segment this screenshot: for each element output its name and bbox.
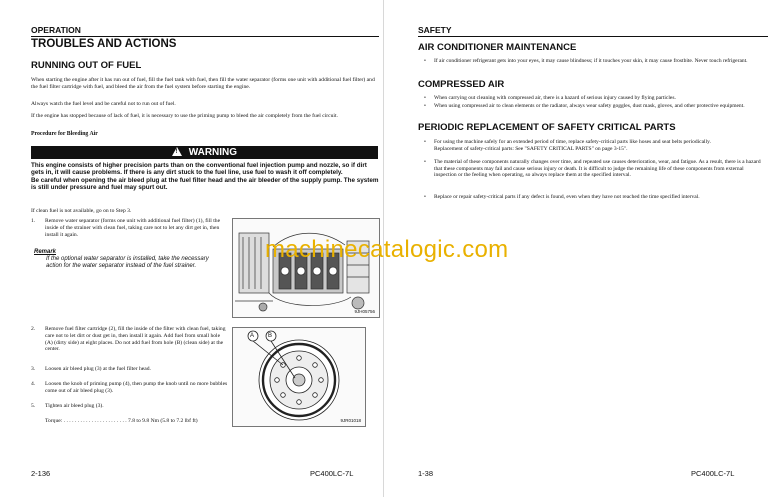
- watermark-text: machinecatalogic.com: [265, 236, 509, 263]
- page-number: 2-136: [31, 469, 51, 478]
- bullet-text: When carrying out cleaning with compressed air, there is a hazard of serious injury caused by flying particles.: [434, 95, 676, 101]
- bullet-text: For using the machine safely for an extended period of time, replace safety-critical parts like hoses and seat belts periodically. Replacement of safety-critical parts: See "SAFETY CRITICAL PARTS" on page 3-15".: [434, 139, 711, 152]
- remark-heading: Remark: [34, 249, 57, 255]
- figure-code: 9JH05756: [354, 309, 375, 314]
- step-2: [31, 326, 227, 360]
- step-1: [31, 218, 227, 248]
- bullet-dot-icon: •: [424, 95, 426, 101]
- figure-filter-cartridge: [232, 327, 366, 427]
- section-header: OPERATION: [31, 25, 379, 37]
- heading-compressed-air: COMPRESSED AIR: [418, 79, 505, 90]
- step-5: [31, 403, 227, 411]
- filter-illustration: [233, 328, 365, 426]
- paragraph-2: Always watch the fuel level and be careful not to run out of fuel.: [31, 101, 176, 107]
- warning-label: WARNING: [188, 147, 238, 158]
- bullet-text: If air conditioner refrigerant gets into your eyes, it may cause blindness; if it touches your skin, it may cause frostbite. Never touch refrigerant.: [434, 58, 748, 64]
- figure-water-separator: [232, 218, 380, 318]
- procedure-heading: Procedure for Bleeding Air: [31, 131, 98, 137]
- remark-text: If the optional water separator is installed, take the necessary action for the water separator instead of the fuel strainer.: [46, 256, 209, 269]
- bullet-dot-icon: •: [424, 194, 426, 200]
- step-number: 5.: [31, 403, 36, 409]
- bullet-dot-icon: •: [424, 58, 426, 64]
- torque-spec: Torque: . . . . . . . . . . . . . . . . . . . . . . . 7.8 to 9.8 Nm (5.8 to 7.2 lbf ft): [45, 418, 198, 424]
- bullet-dot-icon: •: [424, 103, 426, 109]
- page-title: TROUBLES AND ACTIONS: [31, 38, 177, 50]
- step-3: [31, 366, 227, 374]
- bullet-dot-icon: •: [424, 159, 426, 165]
- label-b: B: [268, 333, 273, 339]
- step-4: [31, 381, 227, 397]
- step-number: 1.: [31, 218, 36, 224]
- model-name: PC400LC-7L: [310, 469, 354, 478]
- paragraph-3: If the engine has stopped because of lack of fuel, it is necessary to use the priming pump to bleed the air completely from the fuel circuit.: [31, 113, 338, 119]
- model-name: PC400LC-7L: [691, 469, 735, 478]
- bullet-dot-icon: •: [424, 139, 426, 145]
- engine-illustration: [233, 219, 379, 317]
- heading-air-conditioner: AIR CONDITIONER MAINTENANCE: [418, 42, 577, 53]
- warning-text: This engine consists of higher precision parts than on the conventional fuel injection pump and nozzle, so if dirt gets in, it will cause problems. If there is any dirt stuck to the fuel line, use fuel to wash it off completely. Be careful when opening the air bleed plug at the fuel filter head and the air bleeder of the supply pump. The system is still under pressure and fuel may spurt out.: [31, 162, 379, 192]
- label-a: A: [250, 333, 255, 339]
- section-subtitle: RUNNING OUT OF FUEL: [31, 60, 142, 71]
- bullet-text: Replace or repair safety-critical parts if any defect is found, even when they have not reached the time specified interval.: [434, 194, 700, 200]
- warning-triangle-icon: !: [172, 147, 182, 156]
- paragraph-1: When starting the engine after it has run out of fuel, fill the fuel tank with fuel, then fill the water separator (forms one unit with additional fuel filter) and the fuel filter cartridge with fuel, and bleed the air from the fuel system before starting the engine.: [31, 77, 375, 90]
- heading-periodic-replacement: PERIODIC REPLACEMENT OF SAFETY CRITICAL PARTS: [418, 122, 676, 133]
- step-number: 4.: [31, 381, 36, 387]
- step-text: Loosen the knob of priming pump (4), then pump the knob until no more bubbles come out of air bleed plug (3).: [45, 381, 228, 394]
- bullet-text: The material of these components naturally changes over time, and repeated use causes deterioration, wear, and fatigue. As a result, there is a hazard that these components may fail and cause serious injury or death. It is difficult to judge the remaining life of these components from external inspection or the feeling when operating, so always replace them at the specified interval.: [434, 159, 761, 179]
- step-number: 2.: [31, 326, 36, 332]
- bullet-text: When using compressed air to clean elements or the radiator, always wear safety goggles, dust mask, gloves, and other protective equipment.: [434, 103, 745, 109]
- warning-banner: [31, 146, 378, 159]
- clean-fuel-note: If clean fuel is not available, go on to Step 3.: [31, 208, 132, 214]
- section-header: SAFETY: [418, 25, 768, 37]
- step-number: 3.: [31, 366, 36, 372]
- step-text: Tighten air bleed plug (3).: [45, 403, 104, 409]
- figure-code: 9JR01018: [340, 418, 361, 423]
- step-text: Loosen air bleed plug (3) at the fuel filter head.: [45, 366, 151, 372]
- step-text: Remove water separator (forms one unit with additional fuel filter) (1), fill the inside of the strainer with clean fuel, taking care not to let any dirt get in, then install it again.: [45, 218, 221, 238]
- step-text: Remove fuel filter cartridge (2), fill the inside of the filter with clean fuel, taking care not to let dirt or dust get in, then install it again. Add fuel from small hole (A) (dirty side) at eight places. Do not add fuel from hole (B) (clean side) at the center.: [45, 326, 226, 353]
- page-number: 1-38: [418, 469, 434, 478]
